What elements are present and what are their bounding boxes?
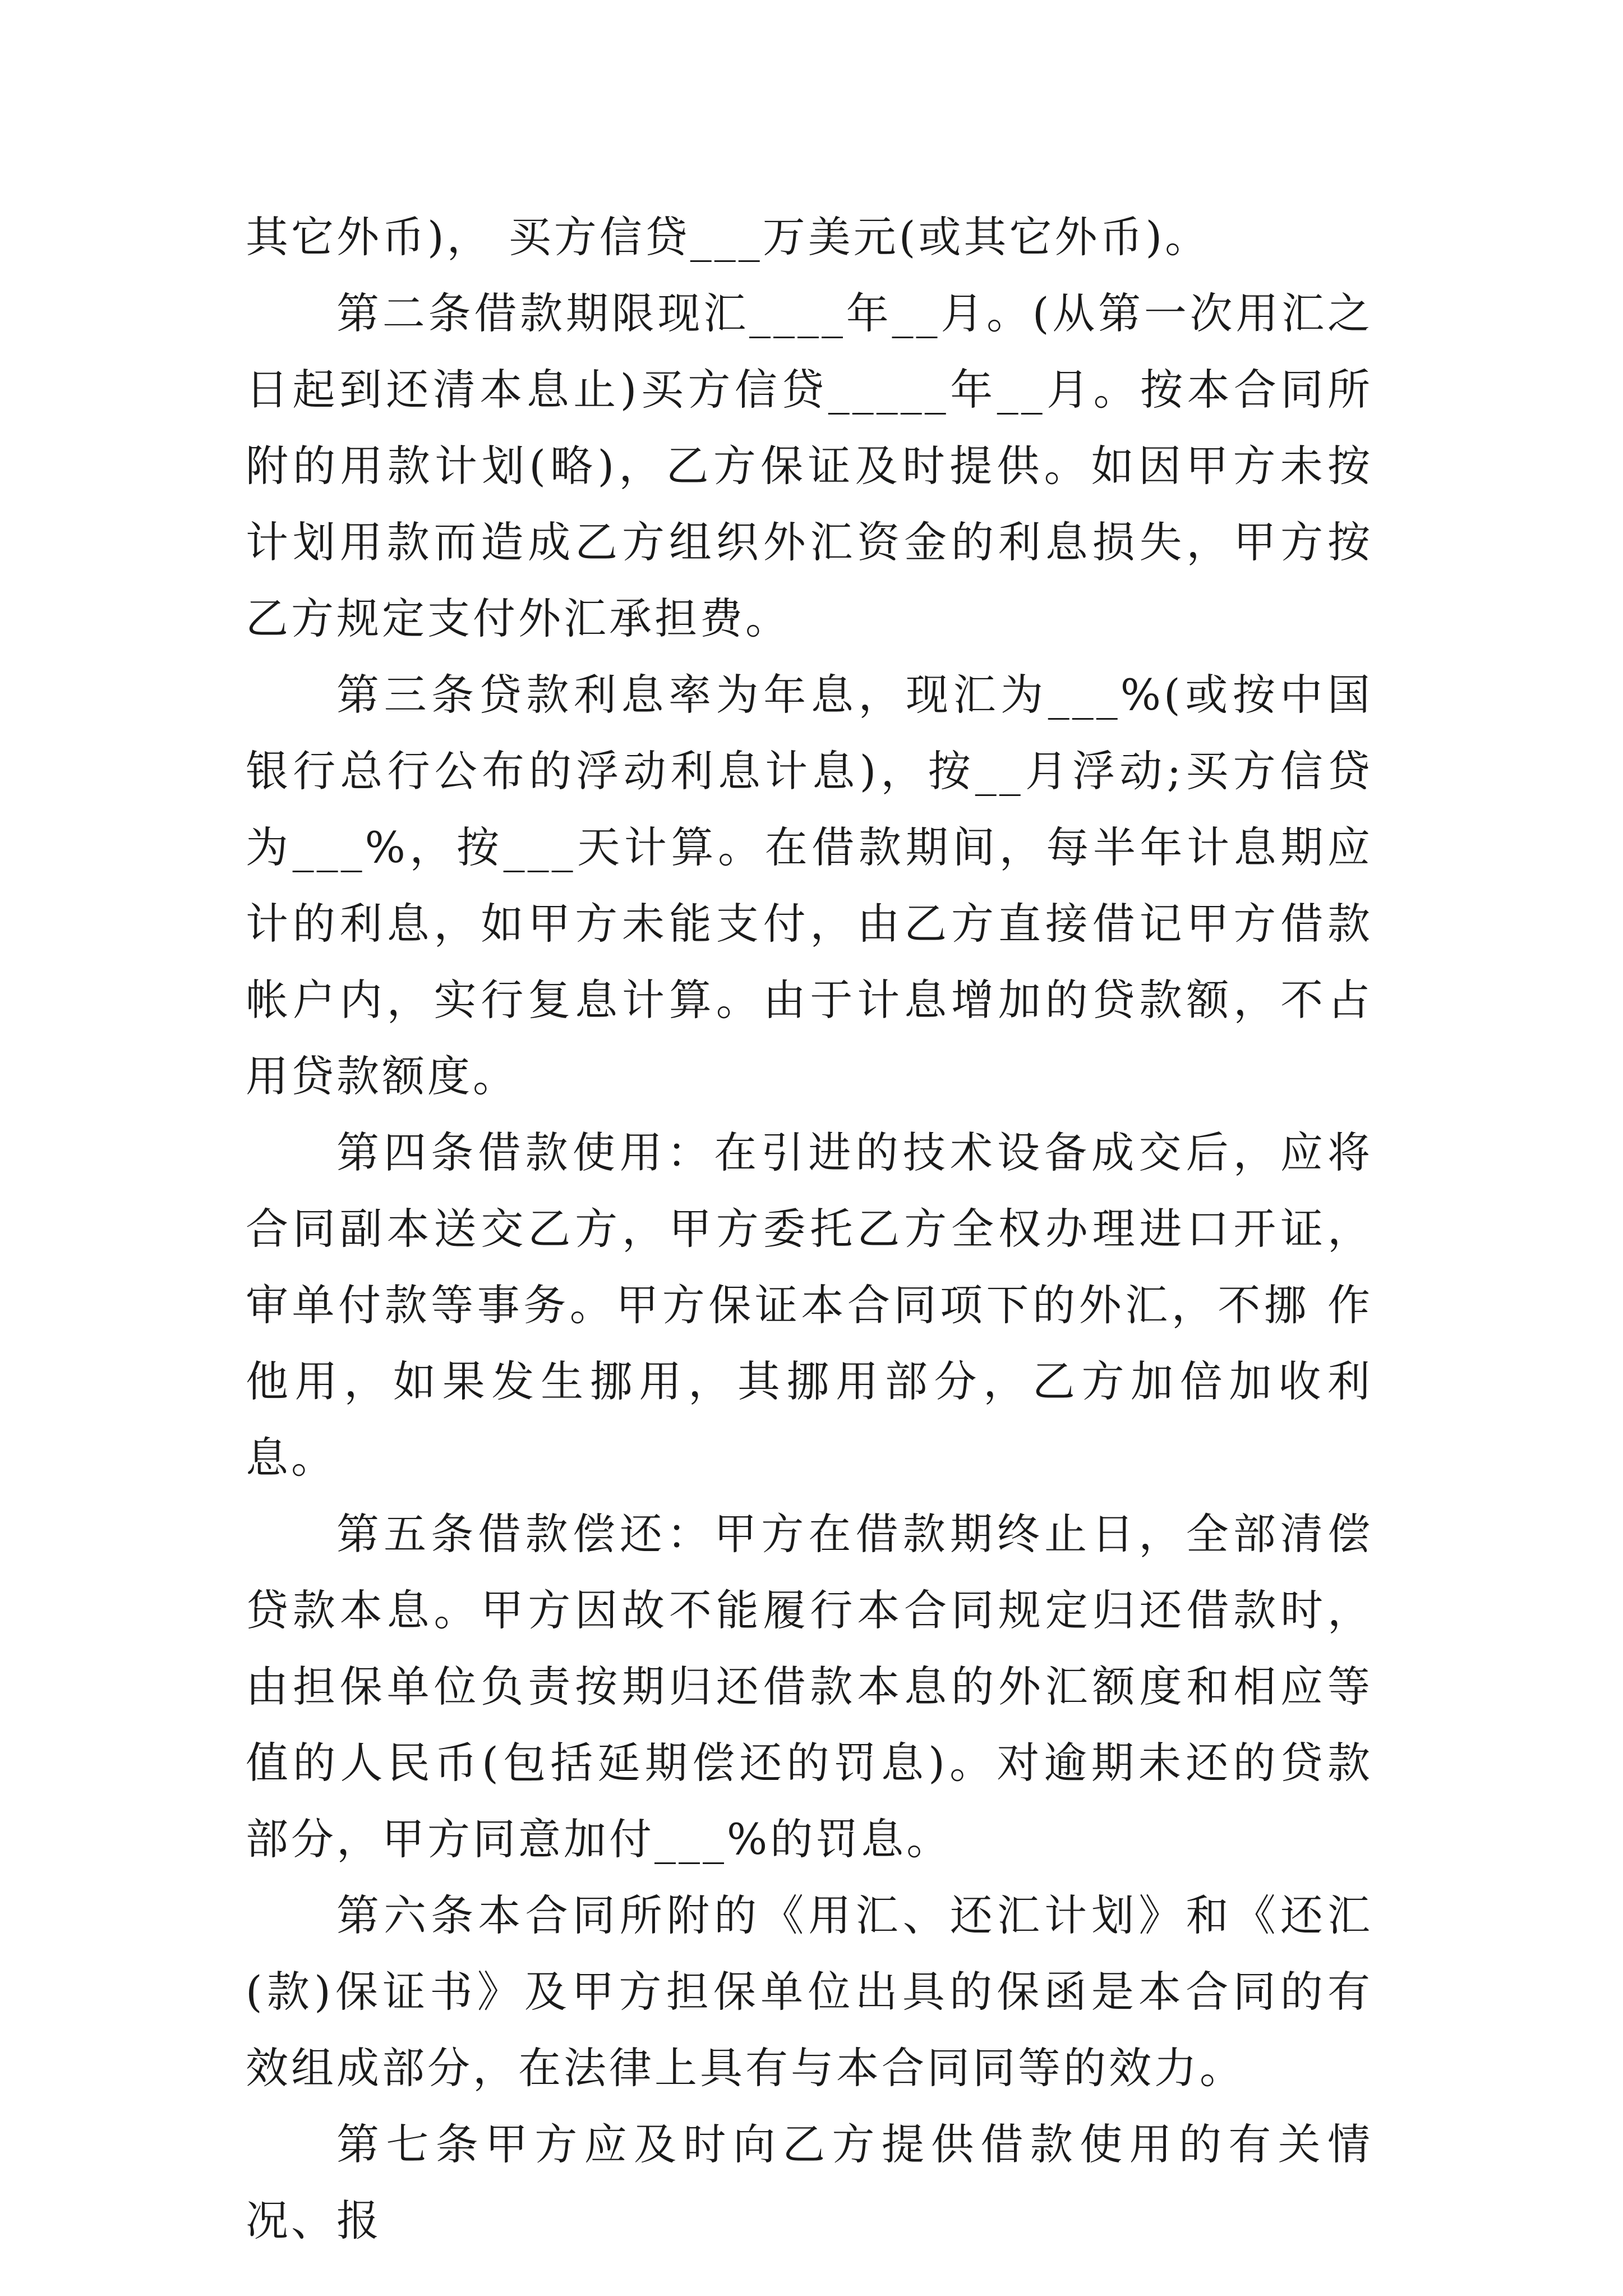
paragraph-article-7: 第七条甲方应及时向乙方提供借款使用的有关情况、报 (246, 2119, 1373, 2246)
paragraph-article-3: 第三条贷款利息率为年息，现汇为___%(或按中国银行总行公布的浮动利息计息)，按__月浮动;买方信贷为___%，按___天计算。在借款期间，每半年计息期应计的利息，如甲方未能支付，由乙方直接借记甲方借款帐户内，实行复息计算。由于计息增加的贷款额，不占用贷款额度。 (246, 670, 1373, 1101)
paragraph-article-2: 第二条借款期限现汇____年__月。(从第一次用汇之日起到还清本息止)买方信贷_____年__月。按本合同所附的用款计划(略)，乙方保证及时提供。如因甲方未按计划用款而造成乙方组织外汇资金的利息损失，甲方按乙方规定支付外汇承担费。 (246, 288, 1373, 643)
paragraph-continuation: 其它外币)， 买方信贷___万美元(或其它外币)。 (246, 212, 1211, 262)
paragraph-article-6: 第六条本合同所附的《用汇、还汇计划》和《还汇(款)保证书》及甲方担保单位出具的保函是本合同的有效组成部分，在法律上具有与本合同同等的效力。 (246, 1890, 1373, 2093)
paragraph-article-5: 第五条借款偿还：甲方在借款期终止日，全部清偿贷款本息。甲方因故不能履行本合同规定归还借款时，由担保单位负责按期归还借款本息的外汇额度和相应等值的人民币(包括延期偿还的罚息)。对逾期未还的贷款部分，甲方同意加付___%的罚息。 (246, 1509, 1373, 1864)
document-body (246, 199, 1373, 2259)
paragraph-article-4: 第四条借款使用：在引进的技术设备成交后，应将合同副本送交乙方，甲方委托乙方全权办理进口开证，审单付款等事务。甲方保证本合同项下的外汇，不挪 作他用，如果发生挪用，其挪用部分，乙方加倍加收利息。 (246, 1128, 1373, 1483)
